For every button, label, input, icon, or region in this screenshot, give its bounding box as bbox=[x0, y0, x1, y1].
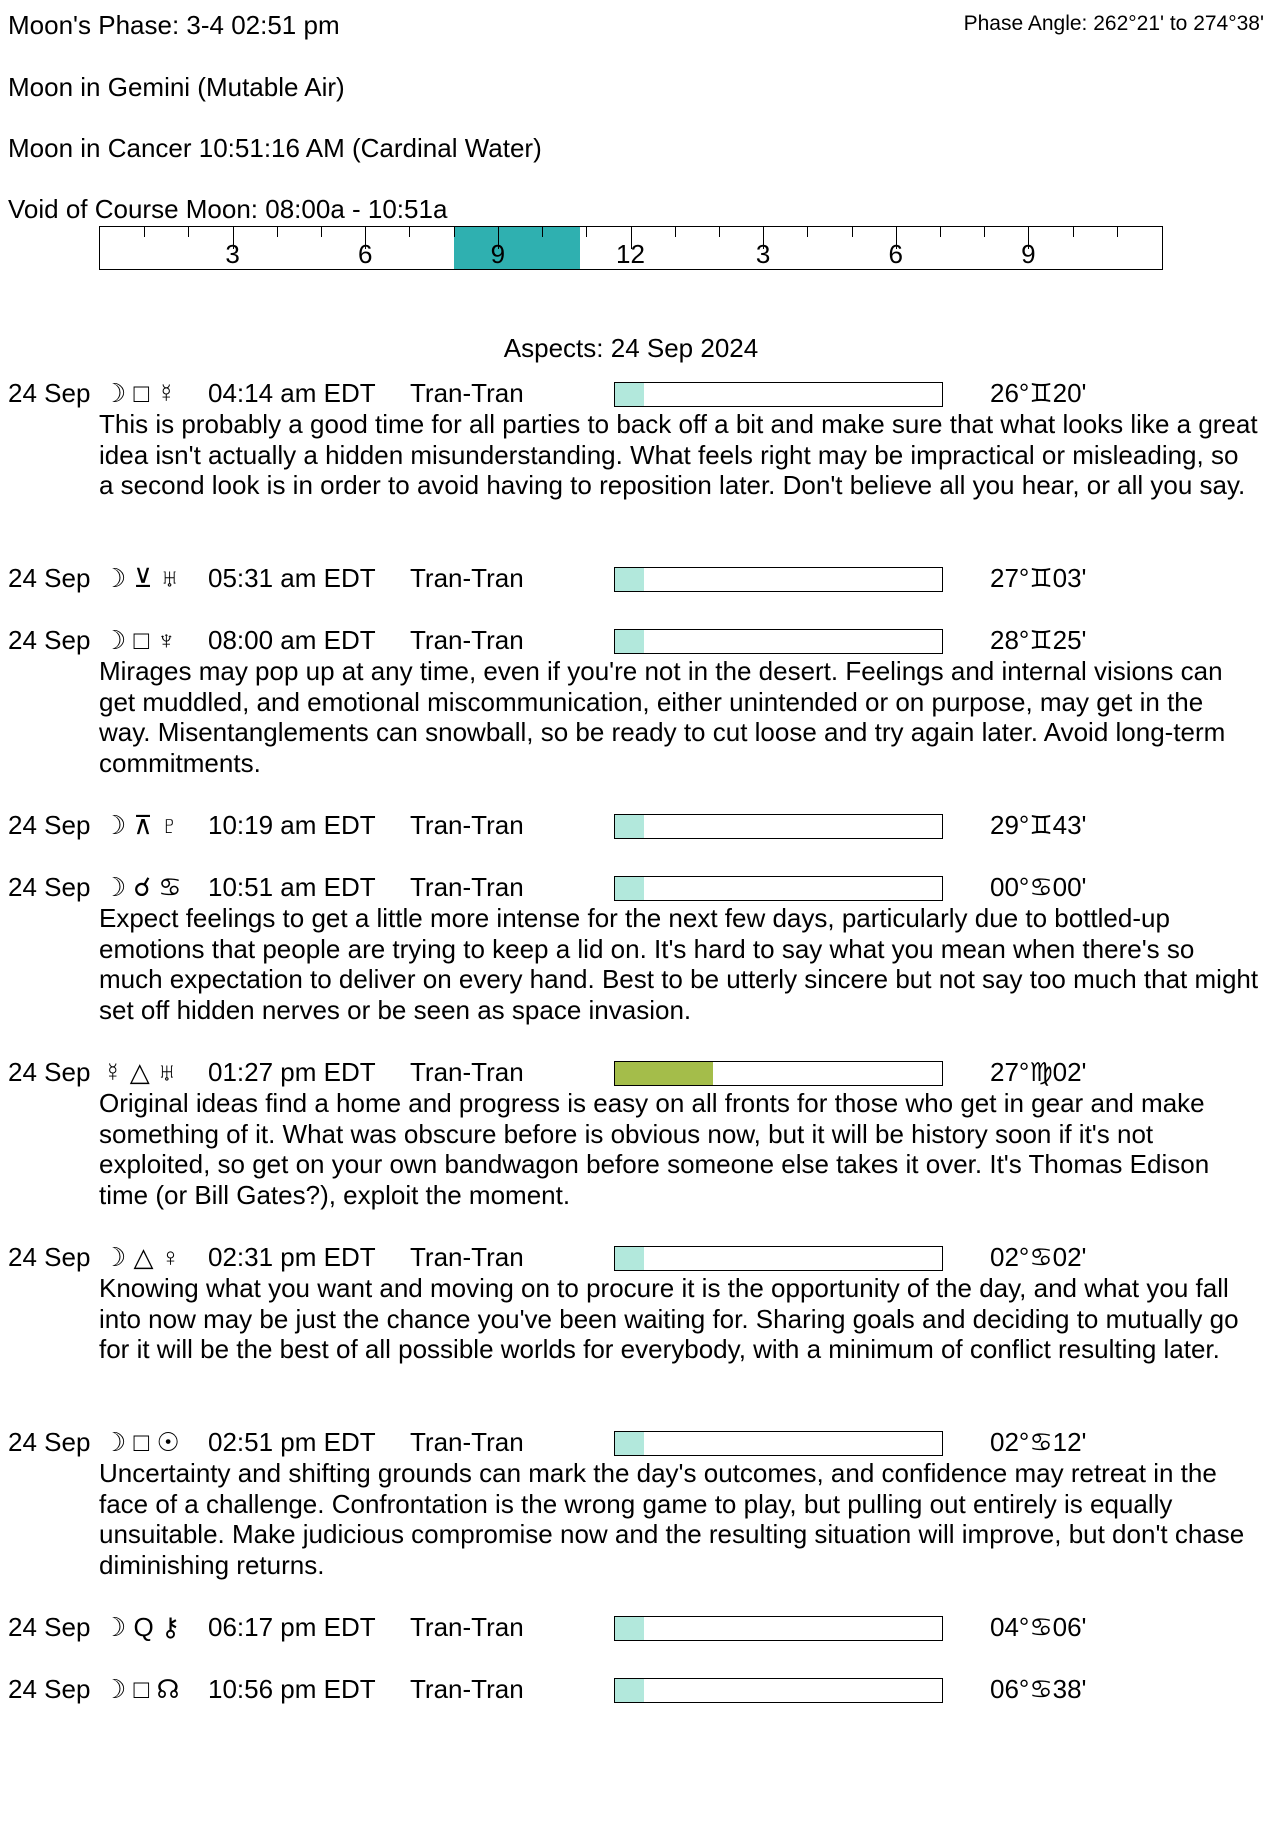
aspect-row bbox=[8, 625, 1268, 659]
aspect-position: 27°♍02' bbox=[990, 1057, 1087, 1087]
aspect-strength-bar bbox=[614, 876, 943, 901]
aspect-row bbox=[8, 1674, 1268, 1708]
aspect-row bbox=[8, 1242, 1268, 1276]
void-of-course-timeline bbox=[99, 226, 1163, 270]
aspect-strength-fill bbox=[615, 1247, 644, 1270]
aspect-description: Mirages may pop up at any time, even if you're not in the desert. Feelings and internal visions can get muddled, and emotional miscommunication, either unintended or on purpose, may get in the way. Misentanglements can snowball, so be ready to cut loose and try again later. Avoid long-term commitments. bbox=[99, 656, 1226, 778]
timeline-tick bbox=[852, 227, 853, 237]
timeline-tick bbox=[277, 227, 278, 237]
aspect-position: 04°♋06' bbox=[990, 1612, 1087, 1642]
aspect-strength-fill bbox=[615, 1062, 713, 1085]
aspect-position: 02°♋02' bbox=[990, 1242, 1087, 1272]
timeline-tick bbox=[807, 227, 808, 237]
aspect-date: 24 Sep bbox=[8, 810, 91, 840]
aspect-date: 24 Sep bbox=[8, 625, 91, 655]
aspect-strength-bar bbox=[614, 382, 943, 407]
aspect-time: 10:19 am EDT bbox=[208, 810, 376, 840]
aspect-description: This is probably a good time for all parties to back off a bit and make sure that what looks like a great idea isn't actually a hidden misunderstanding. What feels right may be impractical or misleading, so a second look is in order to avoid having to reposition later. Don't believe all you hear, or all you say. bbox=[99, 409, 1258, 500]
aspect-description: Knowing what you want and moving on to procure it is the opportunity of the day, and what you fall into now may be just the chance you've been waiting for. Sharing goals and deciding to mutually go for it will be the best of all possible worlds for everybody, with a minimum of conflict resulting later. bbox=[99, 1273, 1239, 1364]
aspect-strength-bar bbox=[614, 1616, 943, 1641]
aspect-type: Tran-Tran bbox=[410, 872, 524, 902]
moon-sign-gemini: Moon in Gemini (Mutable Air) bbox=[8, 72, 345, 102]
aspect-time: 10:51 am EDT bbox=[208, 872, 376, 902]
aspect-strength-bar bbox=[614, 629, 943, 654]
timeline-tick bbox=[321, 227, 322, 237]
aspect-date: 24 Sep bbox=[8, 872, 91, 902]
aspect-date: 24 Sep bbox=[8, 1057, 91, 1087]
aspect-row bbox=[8, 1612, 1268, 1646]
aspect-strength-bar bbox=[614, 1431, 943, 1456]
aspect-strength-fill bbox=[615, 630, 644, 653]
timeline-hour-label: 9 bbox=[490, 239, 506, 269]
timeline-tick bbox=[144, 227, 145, 237]
aspect-symbols: ☽ □ ☉ bbox=[103, 1427, 180, 1457]
aspect-strength-fill bbox=[615, 877, 644, 900]
timeline-hour-label: 6 bbox=[888, 239, 903, 269]
timeline-hour-label: 3 bbox=[755, 239, 771, 269]
aspect-symbols: ☽ □ ☿ bbox=[103, 378, 176, 408]
aspect-strength-bar bbox=[614, 567, 943, 592]
aspect-row bbox=[8, 810, 1268, 844]
aspect-strength-bar bbox=[614, 1678, 943, 1703]
aspect-description: Original ideas find a home and progress is easy on all fronts for those who get in gear and make something of it. What was obscure before is obvious now, but it will be history soon if it's not exploited, so get on your own bandwagon before someone else takes it over. It's Thomas Edison time (or Bill Gates?), exploit the moment. bbox=[99, 1088, 1210, 1210]
aspect-time: 02:31 pm EDT bbox=[208, 1242, 376, 1272]
aspect-time: 02:51 pm EDT bbox=[208, 1427, 376, 1457]
moon-phase: Moon's Phase: 3-4 02:51 pm bbox=[8, 10, 340, 40]
aspect-position: 00°♋00' bbox=[990, 872, 1087, 902]
timeline-tick bbox=[984, 227, 985, 237]
aspect-date: 24 Sep bbox=[8, 1612, 91, 1642]
aspect-position: 27°♊03' bbox=[990, 563, 1087, 593]
aspect-type: Tran-Tran bbox=[410, 1612, 524, 1642]
aspect-date: 24 Sep bbox=[8, 1674, 91, 1704]
phase-angle: Phase Angle: 262°21' to 274°38' bbox=[963, 12, 1264, 35]
aspect-type: Tran-Tran bbox=[410, 1242, 524, 1272]
aspect-type: Tran-Tran bbox=[410, 1057, 524, 1087]
aspect-row bbox=[8, 378, 1268, 412]
aspect-symbols: ☽ △ ♀ bbox=[103, 1242, 181, 1272]
aspect-type: Tran-Tran bbox=[410, 1674, 524, 1704]
aspect-time: 10:56 pm EDT bbox=[208, 1674, 376, 1704]
aspect-position: 26°♊20' bbox=[990, 378, 1087, 408]
aspect-symbols: ☽ ☌ ♋ bbox=[103, 872, 182, 902]
aspect-strength-bar bbox=[614, 1246, 943, 1271]
timeline-tick bbox=[719, 227, 720, 237]
aspect-strength-fill bbox=[615, 383, 644, 406]
aspect-type: Tran-Tran bbox=[410, 625, 524, 655]
aspect-time: 08:00 am EDT bbox=[208, 625, 376, 655]
timeline-hour-label: 3 bbox=[225, 239, 240, 269]
aspect-row bbox=[8, 872, 1268, 906]
aspects-title: Aspects: 24 Sep 2024 bbox=[503, 333, 759, 363]
aspect-symbols: ☽ ⊻ ♅ bbox=[103, 563, 180, 593]
aspect-date: 24 Sep bbox=[8, 1427, 91, 1457]
aspect-date: 24 Sep bbox=[8, 1242, 91, 1272]
aspect-type: Tran-Tran bbox=[410, 1427, 524, 1457]
timeline-tick bbox=[409, 227, 410, 237]
void-of-course: Void of Course Moon: 08:00a - 10:51a bbox=[8, 194, 448, 224]
moon-sign-cancer: Moon in Cancer 10:51:16 AM (Cardinal Water) bbox=[8, 133, 542, 163]
timeline-hour-label: 12 bbox=[616, 239, 645, 269]
aspect-strength-bar bbox=[614, 1061, 943, 1086]
aspect-symbols: ☽ □ ☊ bbox=[103, 1674, 180, 1704]
aspect-time: 05:31 am EDT bbox=[208, 563, 376, 593]
aspect-position: 29°♊43' bbox=[990, 810, 1087, 840]
timeline-tick bbox=[940, 227, 941, 237]
aspect-type: Tran-Tran bbox=[410, 378, 524, 408]
aspect-position: 06°♋38' bbox=[990, 1674, 1087, 1704]
aspect-strength-fill bbox=[615, 1679, 644, 1702]
aspect-description: Expect feelings to get a little more intense for the next few days, particularly due to bottled-up emotions that people are trying to keep a lid on. It's hard to say what you mean when there's so much expectation to deliver on every hand. Best to be utterly sincere but not say too much that might set off hidden nerves or be seen as space invasion. bbox=[99, 903, 1259, 1025]
aspect-position: 02°♋12' bbox=[990, 1427, 1087, 1457]
aspect-type: Tran-Tran bbox=[410, 810, 524, 840]
aspect-symbols: ☽ □ ♆ bbox=[103, 625, 176, 655]
aspect-strength-fill bbox=[615, 568, 644, 591]
aspect-strength-fill bbox=[615, 815, 644, 838]
aspect-time: 04:14 am EDT bbox=[208, 378, 376, 408]
timeline-tick bbox=[454, 227, 455, 237]
aspect-description: Uncertainty and shifting grounds can mark the day's outcomes, and confidence may retreat in the face of a challenge. Confrontation is the wrong game to play, but pulling out entirely is equally unsuitable. Make judicious compromise now and the resulting situation will improve, but don't chase diminishing returns. bbox=[99, 1458, 1245, 1580]
timeline-tick bbox=[542, 227, 543, 237]
aspect-symbols: ☽ ⊼ ♇ bbox=[103, 810, 180, 840]
aspect-strength-fill bbox=[615, 1432, 644, 1455]
aspect-row bbox=[8, 563, 1268, 597]
timeline-hour-label: 6 bbox=[358, 239, 373, 269]
aspect-time: 01:27 pm EDT bbox=[208, 1057, 376, 1087]
timeline-tick bbox=[1117, 227, 1118, 237]
aspect-date: 24 Sep bbox=[8, 378, 91, 408]
timeline-tick bbox=[586, 227, 587, 237]
aspect-date: 24 Sep bbox=[8, 563, 91, 593]
aspect-position: 28°♊25' bbox=[990, 625, 1087, 655]
aspect-symbols: ☽ Q ⚷ bbox=[103, 1612, 181, 1642]
aspect-row bbox=[8, 1427, 1268, 1461]
void-of-course-highlight bbox=[454, 227, 580, 269]
timeline-tick bbox=[188, 227, 189, 237]
timeline-hour-label: 9 bbox=[1021, 239, 1036, 269]
aspect-strength-fill bbox=[615, 1617, 644, 1640]
aspect-symbols: ☿ △ ♅ bbox=[103, 1057, 177, 1087]
aspect-type: Tran-Tran bbox=[410, 563, 524, 593]
timeline-tick bbox=[1073, 227, 1074, 237]
aspect-strength-bar bbox=[614, 814, 943, 839]
aspect-row bbox=[8, 1057, 1268, 1091]
timeline-tick bbox=[675, 227, 676, 237]
aspect-time: 06:17 pm EDT bbox=[208, 1612, 376, 1642]
